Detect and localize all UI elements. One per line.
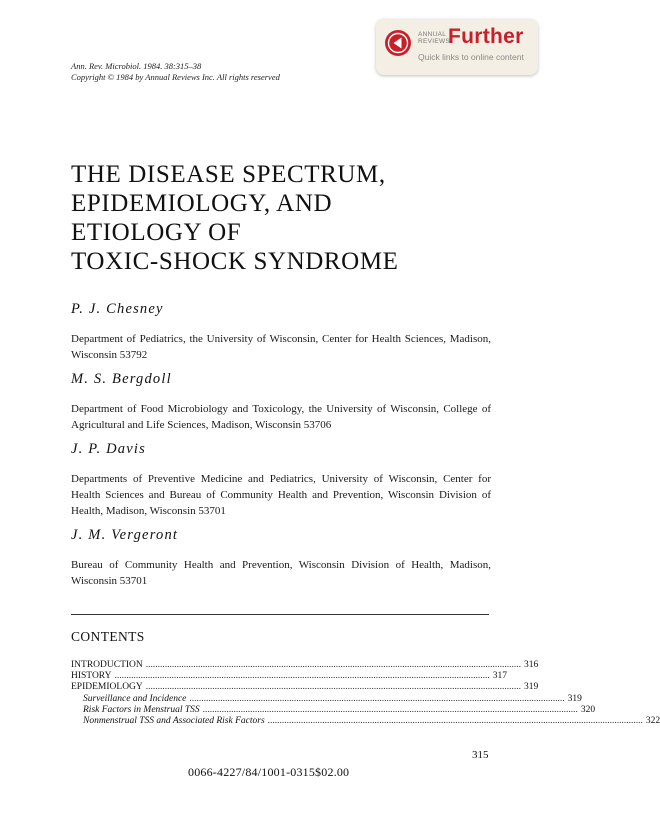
toc-entry[interactable]: INTRODUCTION .............................................................................................................................................................. 316 [71,660,539,670]
copyright-code: 0066-4227/84/1001-0315$02.00 [188,765,350,779]
toc-entry-label: Surveillance and Incidence [83,693,187,704]
author-affiliation: Department of Pediatrics, the University of Wisconsin, Center for Health Sciences, Madison, Wisconsin 53792 [71,333,491,361]
toc-entry-label: HISTORY [71,671,112,682]
toc-entry-page: 317 [492,671,507,682]
toc-subentry[interactable]: Surveillance and Incidence .............................................................................................................................................................. 319 [71,694,490,705]
title-line: EPIDEMIOLOGY, AND [71,190,333,217]
toc-entry-label: Risk Factors in Menstrual TSS [83,704,200,715]
toc-entry-page: 319 [524,682,539,693]
annual-reviews-further-badge[interactable] [376,19,538,75]
publisher-wordmark: ANNUAL REVIEWS [418,31,451,45]
citation-line: Ann. Rev. Microbiol. 1984. 38:315–38 [71,61,202,71]
author-affiliation: Bureau of Community Health and Prevention, Wisconsin Division of Health, Madison, Wisconsin 53701 [71,559,491,587]
further-brand: Further [448,25,524,48]
toc-entry[interactable]: HISTORY .............................................................................................................................................................. 317 [71,671,507,682]
author-name: J. P. Davis [71,441,146,457]
toc-entry-page: 320 [580,704,596,715]
toc-entry-label: Nonmenstrual TSS and Associated Risk Factors [83,715,265,726]
contents-heading: CONTENTS [71,629,145,644]
copyright-line: Copyright © 1984 by Annual Reviews Inc. All rights reserved [71,72,280,82]
further-tagline: Quick links to online content [418,52,524,62]
toc-subentry[interactable]: Nonmenstrual TSS and Associated Risk Factors .............................................................................................................................................................. 322 [71,716,490,727]
author-affiliation: Department of Food Microbiology and Toxicology, the University of Wisconsin, College of Agricultural and Life Sciences, Madison, Wisconsin 53706 [71,403,491,431]
toc-entry-page: 319 [567,693,582,704]
toc-entry-label: EPIDEMIOLOGY [71,682,143,693]
page-number: 315 [472,749,489,761]
author-name: P. J. Chesney [71,301,164,317]
toc-subentry[interactable]: Risk Factors in Menstrual TSS .............................................................................................................................................................. 320 [71,705,490,716]
article-title [71,160,399,276]
toc-entry-page: 316 [524,660,539,670]
section-divider [71,614,489,615]
toc-entry-label: INTRODUCTION [71,660,143,670]
author-name: J. M. Vergeront [71,527,179,543]
author-name: M. S. Bergdoll [71,371,172,387]
author-affiliation: Departments of Preventive Medicine and Pediatrics, University of Wisconsin, Center for Health Sciences and Bureau of Community Health and Prevention, Wisconsin Division of Health, Madison, Wisconsin 53701 [71,473,491,517]
title-line: TOXIC-SHOCK SYNDROME [71,248,399,275]
table-of-contents [71,660,660,727]
toc-entry[interactable]: EPIDEMIOLOGY .............................................................................................................................................................. 319 [71,682,539,693]
title-line: ETIOLOGY OF [71,219,242,246]
journal-citation [71,61,280,83]
play-arrow-icon [384,29,412,57]
title-line: THE DISEASE SPECTRUM, [71,161,386,188]
toc-entry-page: 322 [645,715,660,726]
